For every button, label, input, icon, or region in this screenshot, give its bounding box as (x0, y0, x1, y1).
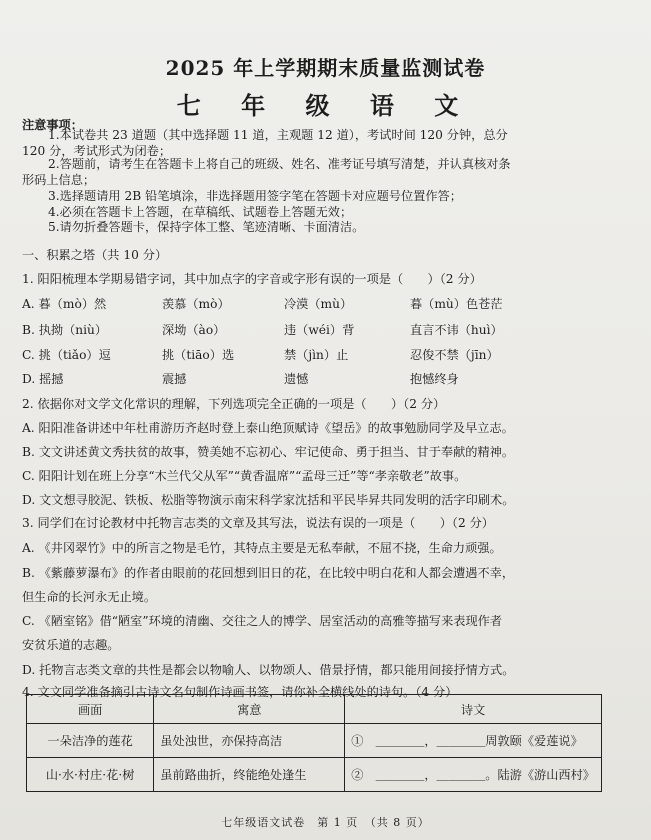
notice-line: 3.选择题请用 2B 铅笔填涂，非选择题用签字笔在答题卡对应题号位置作答； (48, 189, 462, 203)
option-text: D. 摇撼 (22, 372, 64, 386)
question-4-stem: 4. 文文同学准备摘引古诗文名句制作诗画书签，请你补全横线处的诗句。（4 分） (22, 685, 458, 699)
option-text: 直言不讳（huì） (410, 323, 503, 337)
table-row (27, 758, 602, 792)
table-header: 诗文 (345, 695, 602, 724)
option-text: 冷漠（mù） (284, 297, 353, 311)
option-text: C. 挑（tiǎo）逗 (22, 348, 111, 362)
table-cell: 一朵洁净的莲花 (27, 724, 154, 758)
option-text: B. 执拗（niù） (22, 323, 108, 337)
q2-option-c: C. 阳阳计划在班上分享“木兰代父从军”“黄香温席”“孟母三迁”等“孝亲敬老”故事。 (22, 469, 467, 483)
notice-line: 4.必须在答题卡上答题，在草稿纸、试题卷上答题无效； (48, 205, 353, 219)
q3-line: A. 《井冈翠竹》中的所言之物是毛竹，其特点主要是无私奉献，不屈不挠，生命力顽强。 (22, 541, 502, 555)
notice-line: 2.答题前，请考生在答题卡上将自己的班级、姓名、准考证号填写清楚，并认真核对条 (48, 157, 511, 171)
q2-option-b: B. 文文讲述黄文秀扶贫的故事，赞美她不忘初心、牢记使命、勇于担当、甘于奉献的精神。 (22, 445, 515, 459)
q3-line: 但生命的长河永无止境。 (22, 590, 157, 604)
q2-option-d: D. 文文想寻胶泥、铁板、松脂等物演示南宋科学家沈括和平民毕昇共同发明的活字印刷术。 (22, 493, 515, 507)
table-row (27, 724, 602, 758)
notice-heading: 注意事项： (22, 118, 83, 132)
notice-line: 形码上信息； (22, 173, 96, 187)
q3-line: D. 托物言志类文章的共性是都会以物喻人、以物颂人、借景抒情，都只能用间接抒情方式。 (22, 663, 515, 677)
q3-line: C. 《陋室铭》借“陋室”环境的清幽、交往之人的博学、居室活动的高雅等描写来表现作者 (22, 614, 503, 628)
option-text: 抱憾终身 (410, 372, 459, 386)
question-3-stem: 3. 同学们在讨论教材中托物言志类的文章及其写法，说法有误的一项是（ ）（2 分） (22, 516, 494, 530)
option-text: 违（wéi）背 (284, 323, 355, 337)
poem-table (26, 694, 602, 792)
table-cell: 虽前路曲折，终能绝处逢生 (154, 758, 345, 792)
table-cell: 山·水·村庄·花·树 (27, 758, 154, 792)
table-header: 寓意 (154, 695, 345, 724)
question-2-stem: 2. 依据你对文学文化常识的理解，下列选项完全正确的一项是（ ）（2 分） (22, 397, 446, 411)
option-text: 挑（tiāo）选 (162, 348, 235, 362)
option-text: A. 暮（mò）然 (22, 297, 107, 311)
q2-option-a: A. 阳阳准备讲述中年杜甫游历齐赵时登上泰山绝顶赋诗《望岳》的故事勉励同学及早立志。 (22, 421, 514, 435)
option-text: 禁（jìn）止 (284, 348, 349, 362)
notice-line: 5.请勿折叠答题卡，保持字体工整、笔迹清晰、卡面清洁。 (48, 220, 365, 234)
table-cell: 虽处浊世，亦保持高洁 (154, 724, 345, 758)
answer-cell: ① ＿＿＿＿，＿＿＿＿周敦颐《爱莲说》 (345, 724, 602, 758)
notice-line: 120 分，考试形式为闭卷； (22, 144, 172, 158)
option-text: 震撼 (162, 372, 187, 386)
q3-line: 安贫乐道的志趣。 (22, 638, 120, 652)
option-text: 忍俊不禁（jīn） (410, 348, 499, 362)
option-text: 遗憾 (284, 372, 309, 386)
notice-line: 1.本试卷共 23 道题（其中选择题 11 道，主观题 12 道），考试时间 120 分钟，总分 (48, 128, 508, 142)
option-text: 深坳（ào） (162, 323, 226, 337)
exam-title: 2025 年上学期期末质量监测试卷 (165, 56, 486, 80)
option-text: 暮（mù）色苍茫 (410, 297, 503, 311)
question-1-stem: 1. 阳阳梳理本学期易错字词，其中加点字的字音或字形有误的一项是（ ）（2 分） (22, 272, 482, 286)
option-text: 羡慕（mò） (162, 297, 230, 311)
table-header-row (27, 695, 602, 724)
exam-subtitle: 七 年 级 语 文 (176, 91, 475, 120)
q3-line: B. 《紫藤萝瀑布》的作者由眼前的花回想到旧日的花，在比较中明白花和人都会遭遇不幸， (22, 566, 515, 580)
section-heading: 一、积累之塔（共 10 分） (22, 248, 168, 262)
page-footer: 七年级语文试卷 第 1 页 （共 8 页） (221, 816, 430, 829)
answer-cell: ② ＿＿＿＿，＿＿＿＿。陆游《游山西村》 (345, 758, 602, 792)
table-header: 画面 (27, 695, 154, 724)
